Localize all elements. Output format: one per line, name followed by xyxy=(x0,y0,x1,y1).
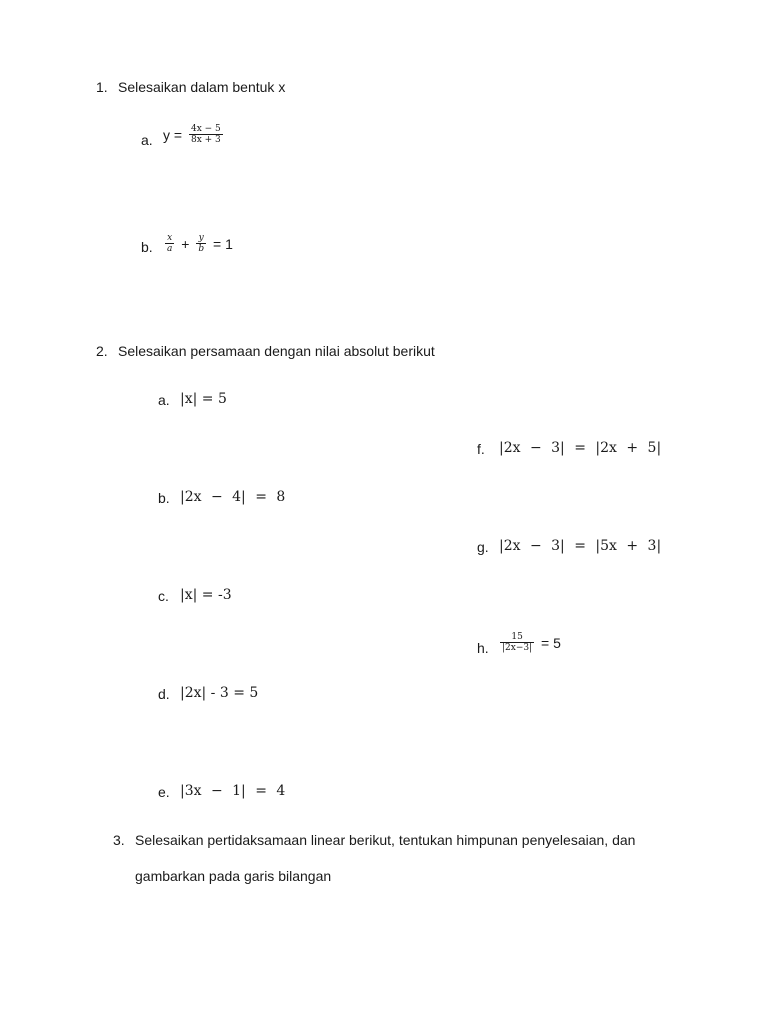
q1a-lhs: y = xyxy=(163,127,183,143)
q1b-equation xyxy=(162,233,233,255)
q2h-numerator: 15 xyxy=(500,632,534,643)
q2h-denominator: |2x−3| xyxy=(502,643,533,653)
q1b-rhs: = 1 xyxy=(213,236,233,252)
q2f-label: f. xyxy=(477,441,485,457)
q2d-label: d. xyxy=(158,686,170,702)
q1a-denominator: 8x + 3 xyxy=(190,135,221,145)
q3-number: 3. xyxy=(113,832,125,848)
q2h-label: h. xyxy=(477,640,489,656)
q1a-fraction xyxy=(189,124,223,146)
q1b-den-a: a xyxy=(167,244,173,254)
q2-title: Selesaikan persamaan dengan nilai absolut berikut xyxy=(118,343,435,359)
q2e-expr: |3x − 1| = 4 xyxy=(180,783,286,799)
q3-line2: gambarkan pada garis bilangan xyxy=(135,868,332,884)
q2g-expr: |2x − 3| = |5x + 3| xyxy=(499,538,662,554)
q2f-expr: |2x − 3| = |2x + 5| xyxy=(499,440,662,456)
q2h-rhs: = 5 xyxy=(541,635,561,651)
q2b-label: b. xyxy=(158,490,170,506)
q2c-expr: |x| = -3 xyxy=(180,587,232,603)
q2a-expr: |x| = 5 xyxy=(180,391,227,407)
q1b-num-y: y xyxy=(196,233,206,244)
q2b-expr: |2x − 4| = 8 xyxy=(180,489,286,505)
q1b-fraction-y xyxy=(196,233,206,255)
q2g-label: g. xyxy=(477,539,489,555)
q3-line1: Selesaikan pertidaksamaan linear berikut, tentukan himpunan penyelesaian, dan xyxy=(135,832,636,848)
q1a-label: a. xyxy=(141,132,153,148)
q2e-label: e. xyxy=(158,784,170,800)
q2h-equation xyxy=(497,632,561,654)
q1a-equation xyxy=(163,124,226,146)
q1-number: 1. xyxy=(96,79,108,95)
q2-number: 2. xyxy=(96,343,108,359)
q1b-label: b. xyxy=(141,239,153,255)
q2h-fraction xyxy=(500,632,534,654)
q1b-fraction-x xyxy=(165,233,174,255)
q1a-numerator: 4x − 5 xyxy=(190,124,221,134)
q1b-den-b: b xyxy=(198,244,205,254)
q1b-plus: + xyxy=(181,236,190,252)
q2c-label: c. xyxy=(158,588,169,604)
q2d-expr: |2x| - 3 = 5 xyxy=(180,685,259,701)
q1-title: Selesaikan dalam bentuk x xyxy=(118,79,286,95)
q2a-label: a. xyxy=(158,392,170,408)
q1b-num-x: x xyxy=(165,233,174,244)
